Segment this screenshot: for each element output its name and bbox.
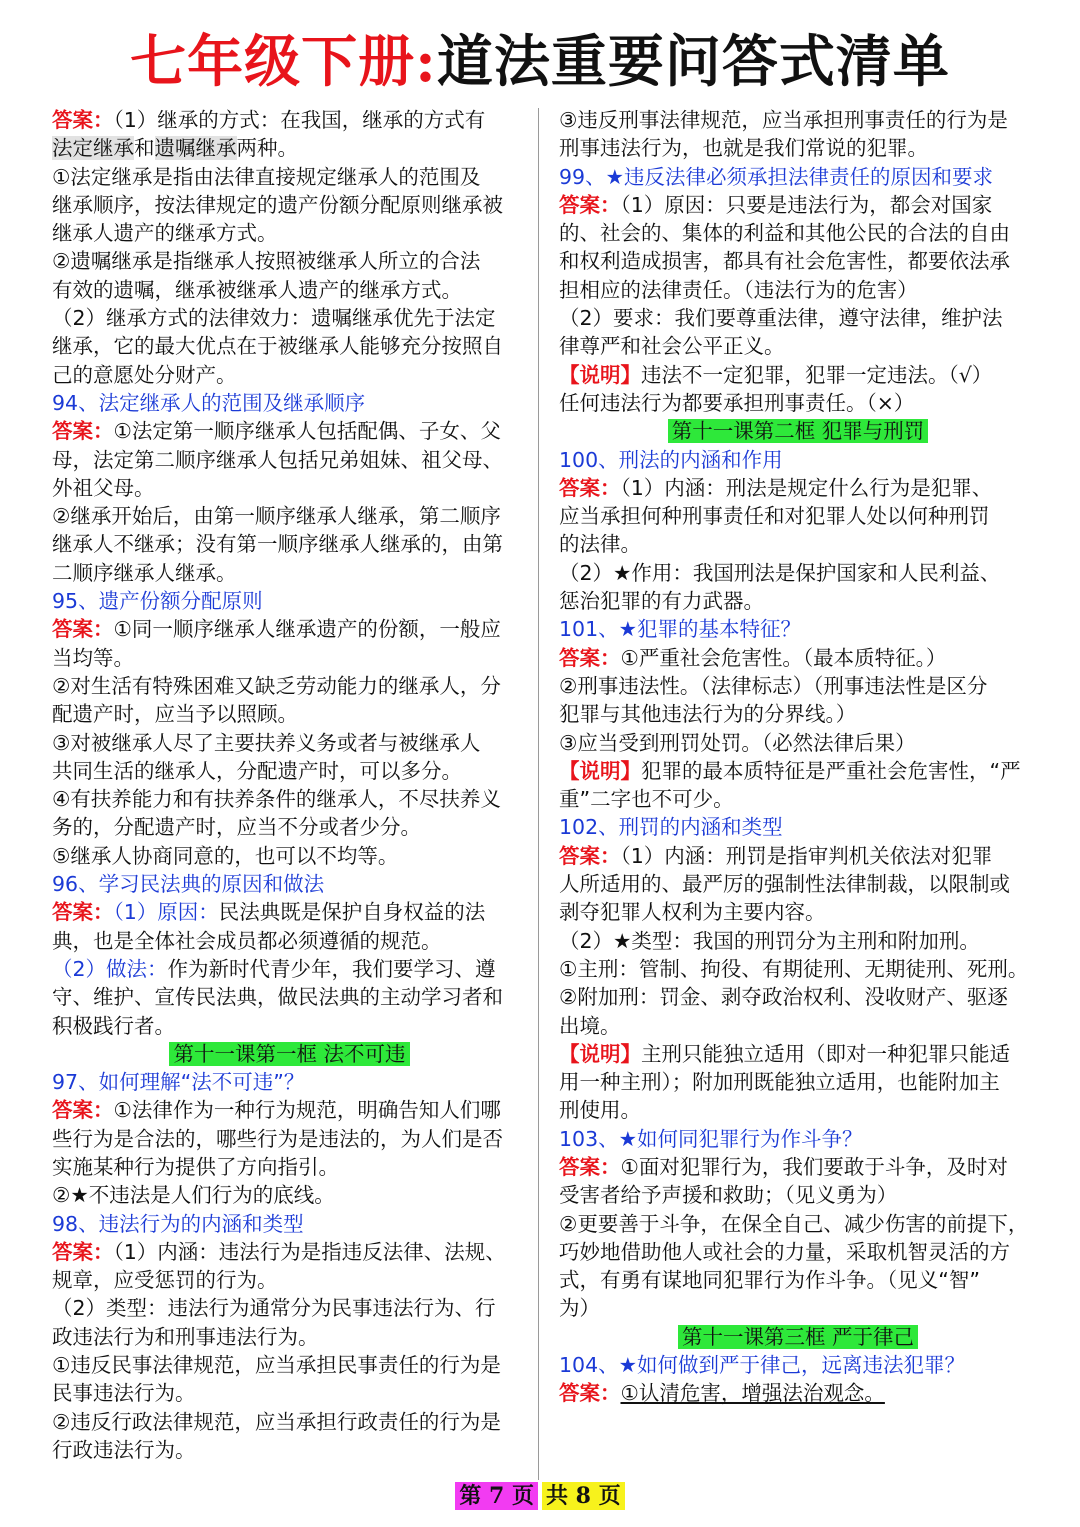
note-label: 【说明】 bbox=[559, 758, 641, 783]
text-line: 共同生活的继承人，分配遗产时，可以多分。 bbox=[52, 758, 462, 783]
text-line: 惩治犯罪的有力武器。 bbox=[559, 589, 764, 614]
section-badge: 第十一课第一框 法不可违 bbox=[169, 1042, 409, 1066]
section-heading bbox=[559, 1323, 1037, 1351]
text-line: ②★不违法是人们行为的底线。 bbox=[52, 1183, 335, 1208]
answer-subheading: （1）原因： bbox=[113, 900, 219, 925]
text-line bbox=[52, 615, 527, 643]
note-text: 犯罪的最本质特征是严重社会危害性，“严 bbox=[641, 758, 1021, 783]
text-line: 式，有勇有谋地同犯罪行为作斗争。（见义“智” bbox=[559, 1268, 980, 1293]
text-line: ②违反行政法律规范，应当承担行政责任的行为是 bbox=[52, 1409, 501, 1434]
answer-label: 答案： bbox=[52, 1098, 114, 1123]
right-column bbox=[559, 106, 1037, 1408]
text-line: （2）要求：我们要尊重法律，遵守法律，维护法 bbox=[559, 306, 1003, 331]
question-heading: 103、★如何同犯罪行为作斗争？ bbox=[559, 1126, 863, 1151]
text-line: 积极践行者。 bbox=[52, 1013, 175, 1038]
text-line: 应当承担何种刑事责任和对犯罪人处以何种刑罚 bbox=[559, 504, 990, 529]
text-line: 政违法行为和刑事违法行为。 bbox=[52, 1324, 319, 1349]
page-total: 共 8 页 bbox=[542, 1482, 625, 1510]
text-line: 重”二字也不可少。 bbox=[559, 787, 734, 812]
text-line bbox=[559, 842, 1037, 870]
text-line: 为） bbox=[559, 1296, 600, 1321]
question-heading: 101、★犯罪的基本特征？ bbox=[559, 617, 802, 642]
text-line: 剥夺犯罪人权利为主要内容。 bbox=[559, 900, 826, 925]
text-line: ④有扶养能力和有扶养条件的继承人，不尽扶养义 bbox=[52, 787, 501, 812]
text-line: ③违反刑事法律规范，应当承担刑事责任的行为是 bbox=[559, 108, 1008, 132]
text-line: 和权利造成损害，都具有社会危害性，都要依法承 bbox=[559, 249, 1010, 274]
answer-text: ①同一顺序继承人继承遗产的份额，一般应 bbox=[113, 617, 501, 642]
text-line: ②对生活有特殊困难又缺乏劳动能力的继承人，分 bbox=[52, 673, 501, 698]
text-line bbox=[52, 1238, 527, 1266]
text-line: 刑使用。 bbox=[559, 1098, 641, 1123]
highlight-term: 法定继承 bbox=[52, 136, 134, 161]
question-heading: 97、如何理解“法不可违”？ bbox=[52, 1070, 305, 1095]
section-heading bbox=[559, 417, 1037, 445]
text-line: 守、维护、宣传民法典，做民法典的主动学习者和 bbox=[52, 985, 503, 1010]
answer-label: 答案： bbox=[559, 1154, 621, 1179]
text-line: 巧妙地借助他人或社会的力量，采取机智灵活的方 bbox=[559, 1239, 1010, 1264]
text-line bbox=[52, 955, 527, 983]
answer-text: 两种。 bbox=[236, 136, 298, 161]
text-line: ③对被继承人尽了主要扶养义务或者与被继承人 bbox=[52, 730, 481, 755]
text-line bbox=[52, 1096, 527, 1124]
answer-label: 答案： bbox=[52, 1239, 114, 1264]
text-line: （2）★类型：我国的刑罚分为主刑和附加刑。 bbox=[559, 928, 980, 953]
text-line: 些行为是合法的，哪些行为是违法的，为人们是否 bbox=[52, 1126, 503, 1151]
answer-text: （1）继承的方式：在我国，继承的方式有 bbox=[113, 108, 486, 132]
text-line: 母，法定第二顺序继承人包括兄弟姐妹、祖父母、 bbox=[52, 447, 503, 472]
question-heading: 95、遗产份额分配原则 bbox=[52, 589, 263, 614]
text-line: 己的意愿处分财产。 bbox=[52, 362, 237, 387]
text-line bbox=[559, 1040, 1037, 1068]
text-line: （2）★作用：我国刑法是保护国家和人民利益、 bbox=[559, 560, 1001, 585]
text-line: ②更要善于斗争，在保全自己、减少伤害的前提下， bbox=[559, 1211, 1029, 1236]
answer-text: （1）内涵：刑法是规定什么行为是犯罪、 bbox=[620, 475, 993, 500]
answer-text: （1）内涵：违法行为是指违反法律、法规、 bbox=[113, 1239, 506, 1264]
text-line: ②附加刑：罚金、剥夺政治权利、没收财产、驱逐 bbox=[559, 985, 1008, 1010]
answer-label: 答案： bbox=[559, 192, 621, 217]
answer-label: 答案： bbox=[559, 1381, 621, 1406]
question-heading: 94、法定继承人的范围及继承顺序 bbox=[52, 390, 366, 415]
text-line: 继承顺序，按法律规定的遗产份额分配原则继承被 bbox=[52, 192, 503, 217]
text-line: 的、社会的、集体的利益和其他公民的合法的自由 bbox=[559, 221, 1010, 246]
highlight-term: 遗嘱继承 bbox=[154, 136, 237, 161]
text-line: （2）类型：违法行为通常分为民事违法行为、行 bbox=[52, 1296, 496, 1321]
text-line: 二顺序继承人继承。 bbox=[52, 560, 237, 585]
text-line: 刑事违法行为，也就是我们常说的犯罪。 bbox=[559, 136, 928, 161]
answer-label: 答案： bbox=[559, 843, 621, 868]
question-heading: 100、刑法的内涵和作用 bbox=[559, 447, 783, 472]
column-divider bbox=[538, 108, 539, 1480]
text-line: 配遗产时，应当予以照顾。 bbox=[52, 702, 298, 727]
section-badge: 第十一课第三框 严于律己 bbox=[678, 1325, 918, 1349]
text-line: ①主刑：管制、拘役、有期徒刑、无期徒刑、死刑。 bbox=[559, 956, 1029, 981]
text-line: ⑤继承人协商同意的，也可以不均等。 bbox=[52, 843, 399, 868]
text-line: 出境。 bbox=[559, 1013, 621, 1038]
title-part1: 七年级下册: bbox=[130, 29, 437, 95]
text-line: ②继承开始后，由第一顺序继承人继承，第二顺序 bbox=[52, 504, 501, 529]
answer-text: 民法典既是保护自身权益的法 bbox=[218, 900, 486, 925]
text-line: ①法定继承是指由法律直接规定继承人的范围及 bbox=[52, 164, 481, 189]
text-line: 继承人遗产的继承方式。 bbox=[52, 221, 278, 246]
page-footer bbox=[0, 1479, 1080, 1513]
text-line: 有效的遗嘱，继承被继承人遗产的继承方式。 bbox=[52, 277, 462, 302]
text-line: ②遗嘱继承是指继承人按照被继承人所立的合法 bbox=[52, 249, 481, 274]
text-line: （2）继承方式的法律效力：遗嘱继承优先于法定 bbox=[52, 306, 496, 331]
text-line bbox=[559, 191, 1037, 219]
text-line: 犯罪与其他违法行为的分界线。） bbox=[559, 702, 857, 727]
answer-text: ①法律作为一种行为规范，明确告知人们哪 bbox=[113, 1098, 501, 1123]
answer-text: ①法定第一顺序继承人包括配偶、子女、父 bbox=[113, 419, 501, 444]
question-heading: 104、★如何做到严于律己，远离违法犯罪？ bbox=[559, 1353, 966, 1378]
text-line: ①违反民事法律规范，应当承担民事责任的行为是 bbox=[52, 1353, 501, 1378]
answer-text: ①严重社会危害性。（最本质特征。） bbox=[620, 645, 947, 670]
section-heading bbox=[52, 1040, 527, 1068]
text-line: 受害者给予声援和救助；（见义勇为） bbox=[559, 1183, 898, 1208]
left-column bbox=[52, 106, 527, 1464]
page-title bbox=[0, 26, 1080, 98]
text-line: 规章，应受惩罚的行为。 bbox=[52, 1268, 278, 1293]
text-line: 担相应的法律责任。（违法行为的危害） bbox=[559, 277, 918, 302]
question-heading: 98、违法行为的内涵和类型 bbox=[52, 1211, 304, 1236]
note-text: 主刑只能独立适用（即对一种犯罪只能适 bbox=[641, 1041, 1010, 1066]
text-line: 行政违法行为。 bbox=[52, 1437, 196, 1462]
text-line: 务的，分配遗产时，应当不分或者少分。 bbox=[52, 815, 421, 840]
text-line bbox=[559, 644, 1037, 672]
answer-text: 作为新时代青少年，我们要学习、遵 bbox=[167, 956, 496, 981]
text-line bbox=[52, 106, 527, 134]
text-line bbox=[52, 898, 527, 926]
text-line bbox=[52, 417, 527, 445]
title-part2: 道法重要问答式清单 bbox=[436, 29, 950, 95]
question-heading: 102、刑罚的内涵和类型 bbox=[559, 815, 783, 840]
text-line bbox=[559, 757, 1037, 785]
answer-text: ①认清危害，增强法治观念。 bbox=[620, 1381, 885, 1406]
section-badge: 第十一课第二框 犯罪与刑罚 bbox=[668, 419, 929, 443]
answer-subheading: （2）做法： bbox=[52, 956, 168, 981]
text-line: 继承人不继承；没有第一顺序继承人继承的，由第 bbox=[52, 532, 503, 557]
note-text: 违法不一定犯罪，犯罪一定违法。（√） bbox=[641, 362, 993, 387]
note-label: 【说明】 bbox=[559, 1041, 641, 1066]
answer-label: 答案： bbox=[52, 108, 114, 132]
question-heading: 99、★违反法律必须承担法律责任的原因和要求 bbox=[559, 164, 993, 189]
answer-label: 答案： bbox=[52, 900, 114, 925]
text-line: 律尊严和社会公平正义。 bbox=[559, 334, 785, 359]
answer-label: 答案： bbox=[52, 419, 114, 444]
page-number: 第 7 页 bbox=[455, 1482, 538, 1510]
answer-text: ①面对犯罪行为，我们要敢于斗争，及时对 bbox=[620, 1154, 1008, 1179]
text-line: ③应当受到刑罚处罚。（必然法律后果） bbox=[559, 730, 916, 755]
text-line: 任何违法行为都要承担刑事责任。（×） bbox=[559, 390, 915, 415]
text-line: 继承，它的最大优点在于被继承人能够充分按照自 bbox=[52, 334, 503, 359]
answer-text: （1）内涵：刑罚是指审判机关依法对犯罪 bbox=[620, 843, 993, 868]
text-line: ②刑事违法性。（法律标志）（刑事违法性是区分 bbox=[559, 673, 988, 698]
text-line: 典，也是全体社会成员都必须遵循的规范。 bbox=[52, 928, 442, 953]
text-line bbox=[52, 134, 527, 162]
answer-text: （1）原因：只要是违法行为，都会对国家 bbox=[620, 192, 993, 217]
answer-label: 答案： bbox=[559, 475, 621, 500]
text-line bbox=[559, 1153, 1037, 1181]
text-line: 实施某种行为提供了方向指引。 bbox=[52, 1154, 339, 1179]
answer-label: 答案： bbox=[559, 645, 621, 670]
answer-label: 答案： bbox=[52, 617, 114, 642]
text-line bbox=[559, 474, 1037, 502]
answer-text: 和 bbox=[134, 136, 155, 161]
text-line bbox=[559, 1379, 1037, 1407]
text-line bbox=[559, 361, 1037, 389]
text-line: 用一种主刑）；附加刑既能独立适用，也能附加主 bbox=[559, 1070, 1000, 1095]
note-label: 【说明】 bbox=[559, 362, 641, 387]
text-line: 民事违法行为。 bbox=[52, 1381, 196, 1406]
question-heading: 96、学习民法典的原因和做法 bbox=[52, 872, 325, 897]
text-line: 外祖父母。 bbox=[52, 475, 155, 500]
text-line: 当均等。 bbox=[52, 645, 134, 670]
text-line: 的法律。 bbox=[559, 532, 641, 557]
text-line: 人所适用的、最严厉的强制性法律制裁，以限制或 bbox=[559, 872, 1010, 897]
